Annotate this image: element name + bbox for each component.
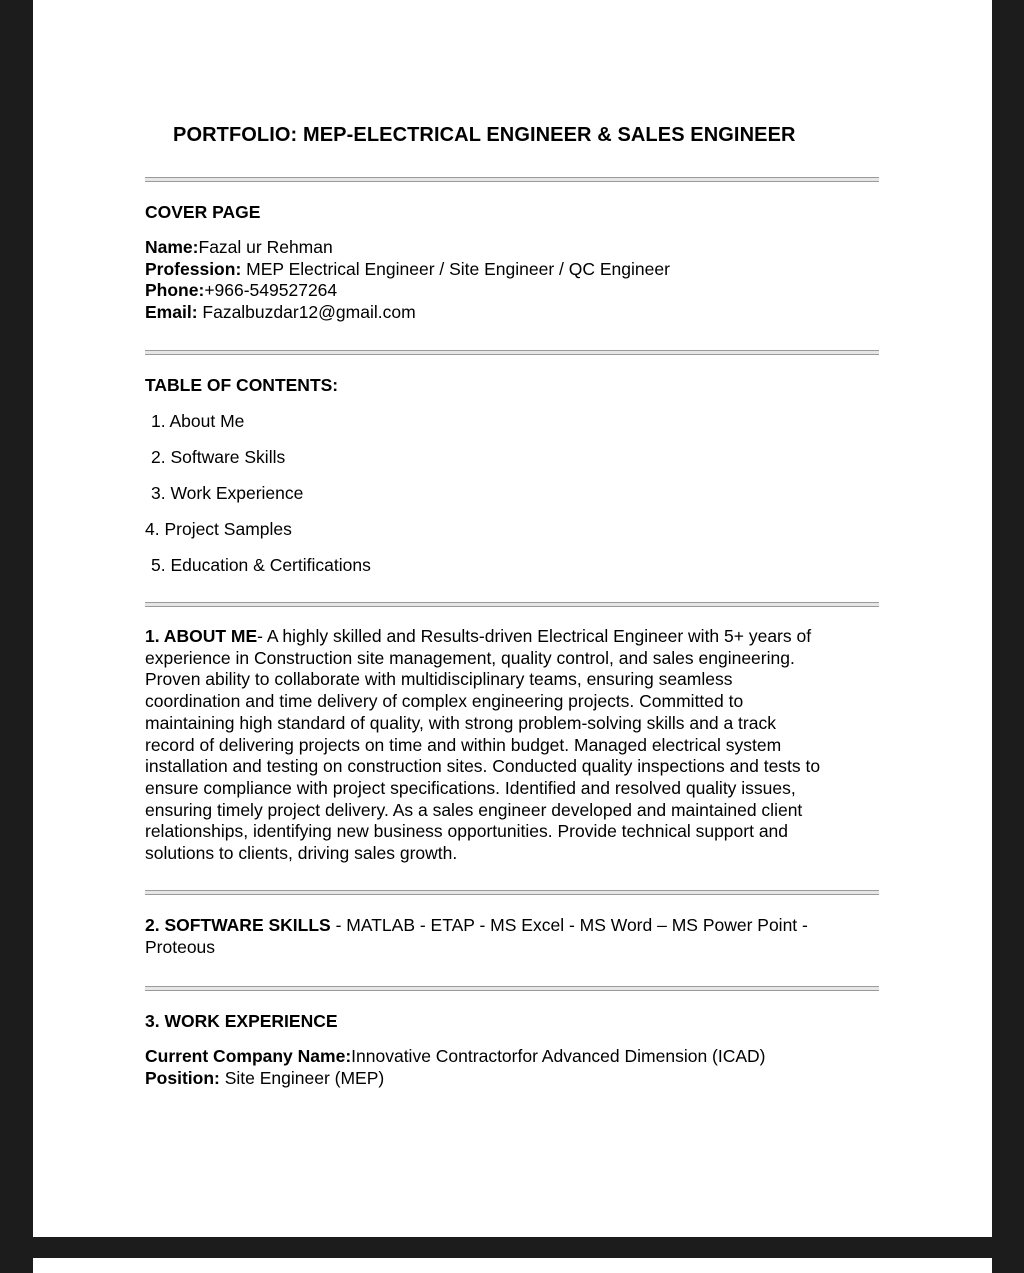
divider [145, 177, 879, 182]
about-line: solutions to clients, driving sales growth. [145, 843, 458, 864]
about-line [145, 626, 880, 648]
about-line: ensure compliance with project specifications. Identified and resolved quality issues, [145, 777, 796, 798]
profession-label: Profession: [145, 259, 242, 279]
document-title: PORTFOLIO: MEP-ELECTRICAL ENGINEER & SALES ENGINEER [173, 124, 796, 146]
about-line: installation and testing on construction sites. Conducted quality inspections and tests to [145, 756, 821, 777]
phone-value: +966-549527264 [204, 280, 338, 300]
about-line: ensuring timely project delivery. As a sales engineer developed and maintained client [145, 799, 803, 820]
about-line: Proven ability to collaborate with multidisciplinary teams, ensuring seamless [145, 669, 733, 690]
software-line [145, 915, 880, 937]
work-heading: 3. WORK EXPERIENCE [145, 1011, 338, 1031]
toc-item: 5. Education & Certifications [151, 555, 371, 575]
divider [145, 986, 879, 991]
divider [145, 350, 879, 355]
software-label: 2. SOFTWARE SKILLS [145, 915, 331, 935]
toc-item: 3. Work Experience [151, 483, 304, 503]
about-section [145, 626, 880, 865]
toc-item: 4. Project Samples [145, 519, 292, 539]
about-line: maintaining high standard of quality, with strong problem-solving skills and a track [145, 712, 776, 733]
cover-email [145, 302, 416, 323]
work-position [145, 1068, 384, 1089]
work-company [145, 1046, 766, 1067]
email-value: Fazalbuzdar12@gmail.com [197, 302, 416, 322]
toc-heading: TABLE OF CONTENTS: [145, 375, 339, 395]
about-line: relationships, identifying new business opportunities. Provide technical support and [145, 821, 789, 842]
company-value: Innovative Contractorfor Advanced Dimension (ICAD) [351, 1046, 766, 1066]
name-label: Name: [145, 237, 199, 257]
about-line: record of delivering projects on time and within budget. Managed electrical system [145, 734, 782, 755]
toc-item: 2. Software Skills [151, 447, 286, 467]
about-label: 1. ABOUT ME [145, 626, 258, 646]
cover-profession [145, 259, 670, 280]
about-text: - A highly skilled and Results-driven Electrical Engineer with 5+ years of [257, 626, 812, 646]
cover-phone [145, 280, 337, 301]
company-label: Current Company Name: [145, 1046, 352, 1066]
next-page-edge [33, 1258, 992, 1273]
software-section [145, 915, 880, 958]
cover-name [145, 237, 333, 258]
toc-item: 1. About Me [151, 411, 245, 431]
document-page [33, 0, 992, 1237]
about-line: experience in Construction site management, quality control, and sales engineering. [145, 647, 795, 668]
name-value: Fazal ur Rehman [198, 237, 333, 257]
software-list: - MATLAB - ETAP - MS Excel - MS Word – MS Power Point - [330, 915, 808, 935]
position-label: Position: [145, 1068, 220, 1088]
email-label: Email: [145, 302, 198, 322]
phone-label: Phone: [145, 280, 205, 300]
about-line: coordination and time delivery of complex engineering projects. Committed to [145, 691, 744, 712]
cover-heading: COVER PAGE [145, 202, 261, 222]
position-value: Site Engineer (MEP) [219, 1068, 385, 1088]
divider [145, 890, 879, 895]
software-line: Proteous [145, 936, 216, 957]
profession-value: MEP Electrical Engineer / Site Engineer / QC Engineer [241, 259, 670, 279]
divider [145, 602, 879, 607]
